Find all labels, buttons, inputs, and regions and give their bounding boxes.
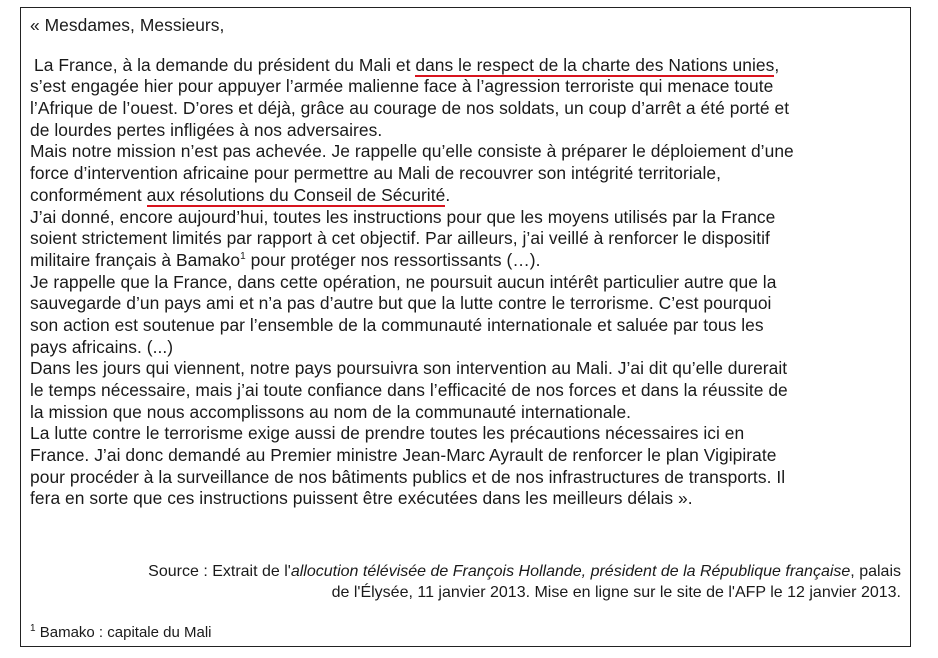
paragraph-4-line-4: pays africains. (...) [30, 336, 174, 357]
text-run: . [445, 184, 451, 205]
paragraph-6-line-2: France. J’ai donc demandé au Premier ministre Jean-Marc Ayrault de renforcer le plan Vigipirate [30, 445, 777, 466]
paragraph-6-line-1: La lutte contre le terrorisme exige aussi de prendre toutes les précautions nécessaires ici en [30, 423, 745, 444]
footnote-text: Bamako : capitale du Mali [35, 624, 212, 641]
paragraph-3-line-2: soient strictement limités par rapport à cet objectif. Par ailleurs, j’ai veillé à renforcer le dispositif [30, 228, 770, 249]
paragraph-3-line-1: J’ai donné, encore aujourd’hui, toutes les instructions pour que les moyens utilisés par la France [30, 206, 776, 227]
footnote-mark: 1 [30, 623, 36, 634]
text-run: , palais [850, 563, 901, 580]
paragraph-5-line-2: le temps nécessaire, mais j’ai toute confiance dans l’efficacité de nos forces et dans la réussite de [30, 380, 788, 400]
source-line-1 [30, 561, 901, 582]
text-run: Source : Extrait de l' [148, 563, 291, 580]
text-run: pour protéger nos ressortissants (…). [245, 249, 541, 270]
paragraph-1-line-3: l’Afrique de l’ouest. D’ores et déjà, grâce au courage de nos soldats, un coup d’arrêt a été porté et [30, 98, 790, 119]
paragraph-5-line-3: la mission que nous accomplissons au nom de la communauté internationale. [30, 401, 632, 422]
footnote-reference: 1 [240, 251, 246, 263]
footnote [30, 624, 211, 642]
paragraph-2-line-1: Mais notre mission n’est pas achevée. Je rappelle qu’elle consiste à préparer le déploiement d’une [30, 141, 794, 162]
salutation: « Mesdames, Messieurs, [30, 15, 225, 35]
paragraph-gap [30, 37, 898, 55]
source-line-2: de l'Élysée, 11 janvier 2013. Mise en ligne sur le site de l'AFP le 12 janvier 2013. [331, 584, 901, 601]
paragraph-2-line-3 [30, 185, 898, 207]
underlined-phrase-conseil-securite: aux résolutions du Conseil de Sécurité [146, 184, 446, 205]
speech-text [30, 15, 898, 510]
text-run: militaire français à Bamako [30, 249, 241, 270]
paragraph-4-line-3: son action est soutenue par l’ensemble de la communauté internationale et saluée par tous les [30, 314, 764, 335]
paragraph-6-line-4: fera en sorte que ces instructions puissent être exécutées dans les meilleurs délais ». [30, 488, 693, 509]
paragraph-6-line-3: pour procéder à la surveillance de nos bâtiments publics et de nos infrastructures de transports. Il [30, 466, 786, 487]
paragraph-1-line-2: s’est engagée hier pour appuyer l’armée malienne face à l’agression terroriste qui menace toute [30, 76, 774, 97]
paragraph-4-line-2: sauvegarde d’un pays ami et n’a pas d’autre but que la lutte contre le terrorisme. C’est pourquoi [30, 293, 772, 314]
text-run: La France, à la demande du président du Mali et [34, 54, 416, 75]
paragraph-5-line-1: Dans les jours qui viennent, notre pays poursuivra son intervention au Mali. J’ai dit qu’elle durerait [30, 358, 788, 379]
source-title: allocution télévisée de François Hollande, président de la République française [290, 563, 851, 580]
source-citation [30, 561, 901, 603]
paragraph-1-line-4: de lourdes pertes infligées à nos adversaires. [30, 119, 383, 140]
paragraph-4-line-1: Je rappelle que la France, dans cette opération, ne poursuit aucun intérêt particulier autre que la [30, 271, 777, 292]
underlined-phrase-nations-unies: dans le respect de la charte des Nations unies [415, 54, 775, 75]
paragraph-2-line-2: force d’intervention africaine pour permettre au Mali de recouvrer son intégrité territoriale, [30, 163, 721, 184]
text-run: conformément [30, 184, 147, 205]
text-run: , [774, 54, 780, 75]
paragraph-1-line-1 [30, 55, 898, 77]
paragraph-3-line-3 [30, 250, 898, 272]
